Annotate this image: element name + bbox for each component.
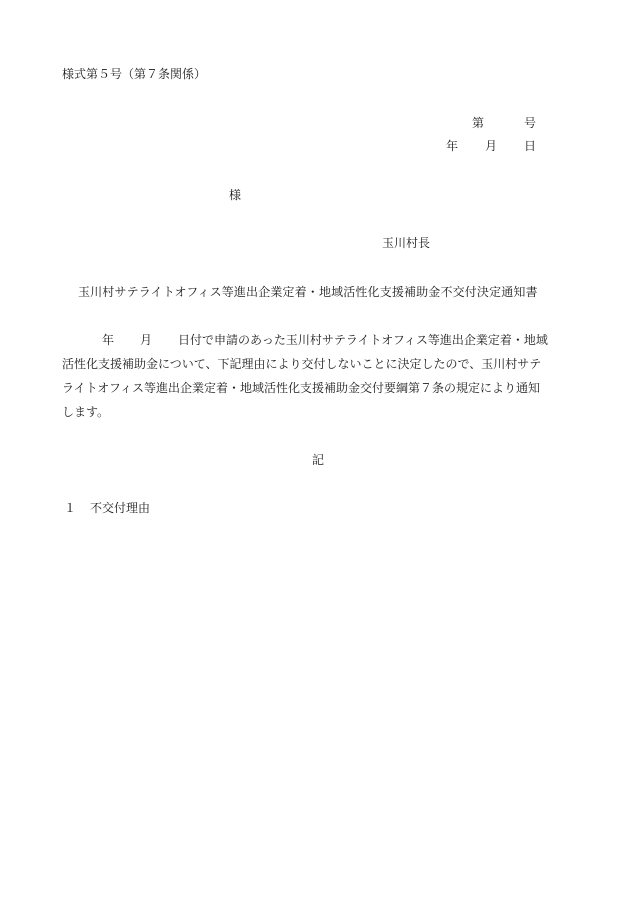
body-line-2	[62, 358, 575, 382]
body-year-label: 年	[102, 333, 115, 347]
body-line-2-text: 活性化支援補助金について、下記理由により交付しないことに決定したので、玉川村サテ	[62, 357, 542, 371]
body-line-3-text: ライトオフィス等進出企業定着・地域活性化支援補助金交付要綱第７条の規定により通知	[62, 381, 540, 395]
body-paragraph	[62, 334, 575, 430]
item-number: １	[64, 501, 77, 515]
item-row	[64, 502, 150, 514]
body-line-3	[62, 382, 575, 406]
date-day-label: 日	[524, 139, 537, 153]
sender-name: 玉川村長	[382, 236, 431, 250]
body-line-1-text: 日付で申請のあった玉川村サテライトオフィス等進出企業定着・地域	[178, 333, 548, 347]
document-title: 玉川村サテライトオフィス等進出企業定着・地域活性化支援補助金不交付決定通知書	[78, 285, 538, 299]
date-year-label: 年	[446, 139, 459, 153]
addressee-sama: 様	[229, 188, 242, 202]
body-line-4	[62, 406, 575, 430]
date-month-label: 月	[485, 139, 498, 153]
body-line-4-text: します。	[62, 405, 110, 419]
item-label: 不交付理由	[90, 501, 151, 515]
form-number: 様式第５号（第７条関係）	[62, 67, 207, 81]
body-month-label: 月	[140, 333, 153, 347]
body-line-1	[62, 334, 575, 358]
document-number-go: 号	[524, 116, 537, 130]
document-number-dai: 第	[472, 116, 485, 130]
ki-heading: 記	[312, 453, 325, 467]
